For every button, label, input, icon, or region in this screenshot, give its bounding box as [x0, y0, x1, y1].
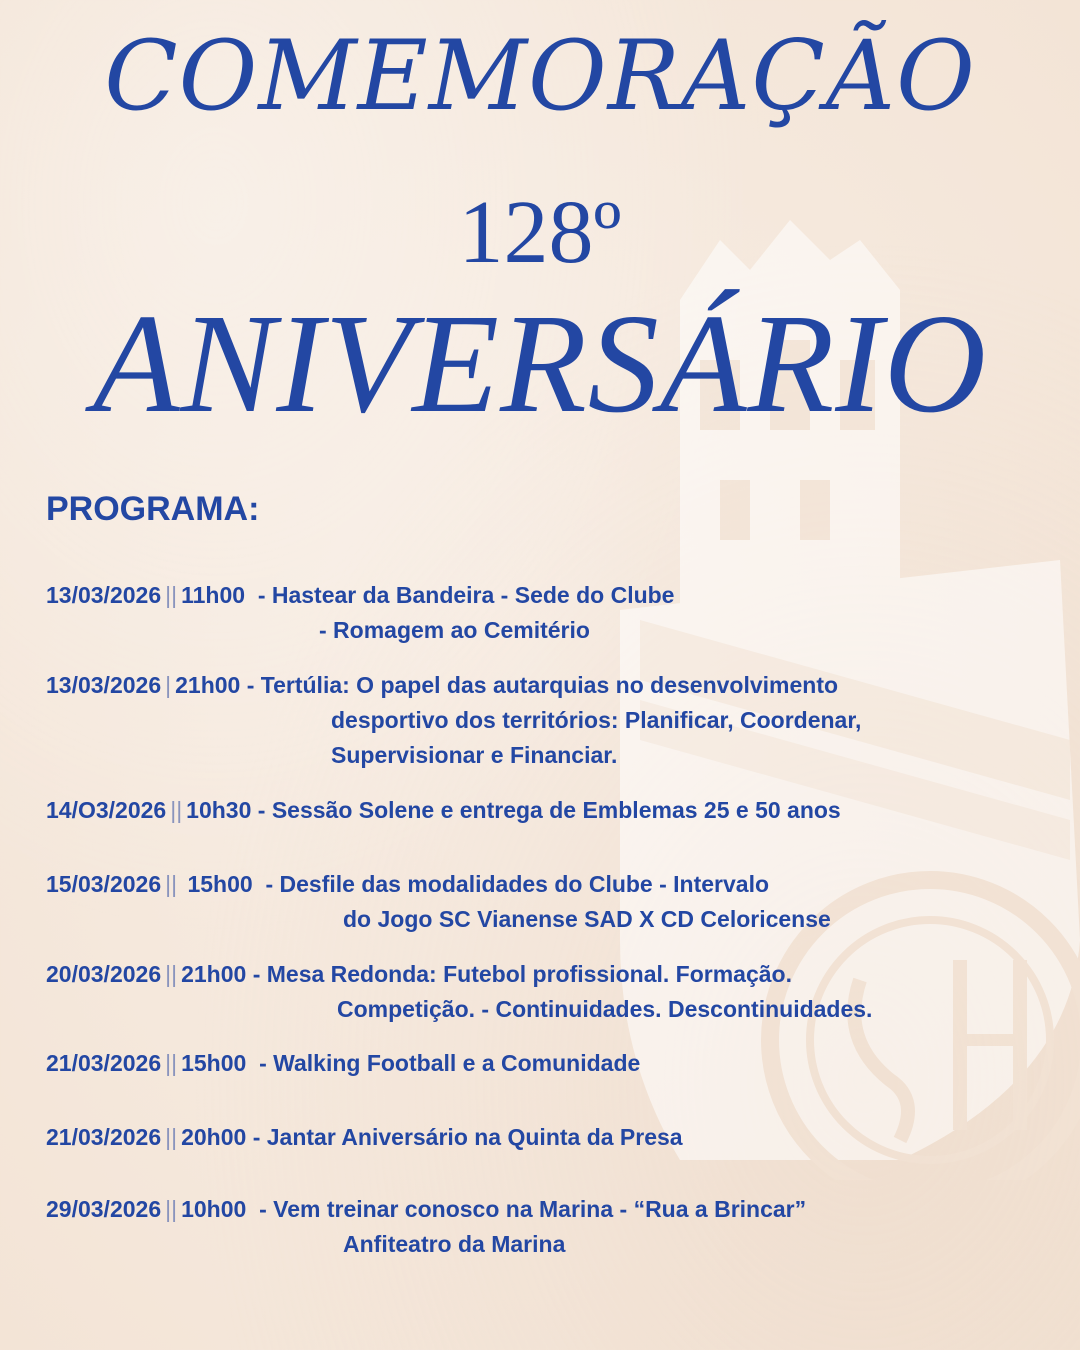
event-description-line: - Desfile das modalidades do Clube - Intervalo	[265, 871, 770, 897]
event-description-line: - Jantar Aniversário na Quinta da Presa	[252, 1124, 683, 1150]
event-date: 13/03/2026	[46, 672, 162, 698]
event-item	[46, 1192, 1056, 1262]
event-date: 13/03/2026	[46, 582, 162, 608]
event-description-line: Supervisionar e Financiar.	[331, 742, 618, 768]
event-description-line: desportivo dos territórios: Planificar, Coordenar,	[331, 707, 862, 733]
event-description-line: - Tertúlia: O papel das autarquias no desenvolvimento	[246, 672, 839, 698]
title-aniversario: ANIVERSÁRIO	[92, 284, 988, 442]
event-separator: |	[165, 672, 172, 698]
event-date: 15/03/2026	[46, 871, 162, 897]
event-separator: ||	[165, 961, 178, 987]
event-description-line: - Romagem ao Cemitério	[319, 617, 590, 643]
event-time: 15h00	[181, 1050, 247, 1076]
event-time: 11h00	[181, 582, 246, 608]
event-separator: ||	[165, 1196, 178, 1222]
event-item	[46, 1120, 1056, 1155]
event-item	[46, 1046, 1056, 1081]
event-description-line: - Vem treinar conosco na Marina - “Rua a Brincar”	[259, 1196, 807, 1222]
event-description-line: - Sessão Solene e entrega de Emblemas 25 e 50 anos	[257, 797, 841, 823]
event-description-line: - Walking Football e a Comunidade	[259, 1050, 641, 1076]
event-separator: ||	[165, 582, 178, 608]
event-item	[46, 867, 1056, 937]
event-date: 14/O3/2026	[46, 797, 167, 823]
event-date: 21/03/2026	[46, 1050, 162, 1076]
event-time: 10h30	[186, 797, 252, 823]
event-description-line: do Jogo SC Vianense SAD X CD Celoricense	[343, 906, 831, 932]
event-time: 21h00	[181, 961, 247, 987]
event-item	[46, 793, 1056, 828]
event-date: 20/03/2026	[46, 961, 162, 987]
event-item	[46, 957, 1056, 1027]
event-item	[46, 668, 1056, 773]
event-time: 20h00	[181, 1124, 247, 1150]
event-separator: ||	[170, 797, 183, 823]
event-description-line: - Mesa Redonda: Futebol profissional. Formação.	[252, 961, 792, 987]
title-anniversary-number: 128º	[458, 183, 622, 282]
event-description-line: Anfiteatro da Marina	[343, 1231, 566, 1257]
event-separator: ||	[165, 1124, 178, 1150]
title-comemoracao: COMEMORAÇÃO	[104, 20, 976, 132]
event-separator: ||	[165, 1050, 178, 1076]
event-separator: ||	[165, 871, 178, 897]
event-time: 10h00	[181, 1196, 247, 1222]
event-date: 29/03/2026	[46, 1196, 162, 1222]
event-time: 21h00	[175, 672, 241, 698]
event-time: 15h00	[187, 871, 253, 897]
event-description-line: Competição. - Continuidades. Descontinuidades.	[337, 996, 873, 1022]
event-description-line: - Hastear da Bandeira - Sede do Clube	[257, 582, 675, 608]
event-item	[46, 578, 1056, 648]
event-date: 21/03/2026	[46, 1124, 162, 1150]
programa-heading: PROGRAMA:	[46, 490, 260, 528]
